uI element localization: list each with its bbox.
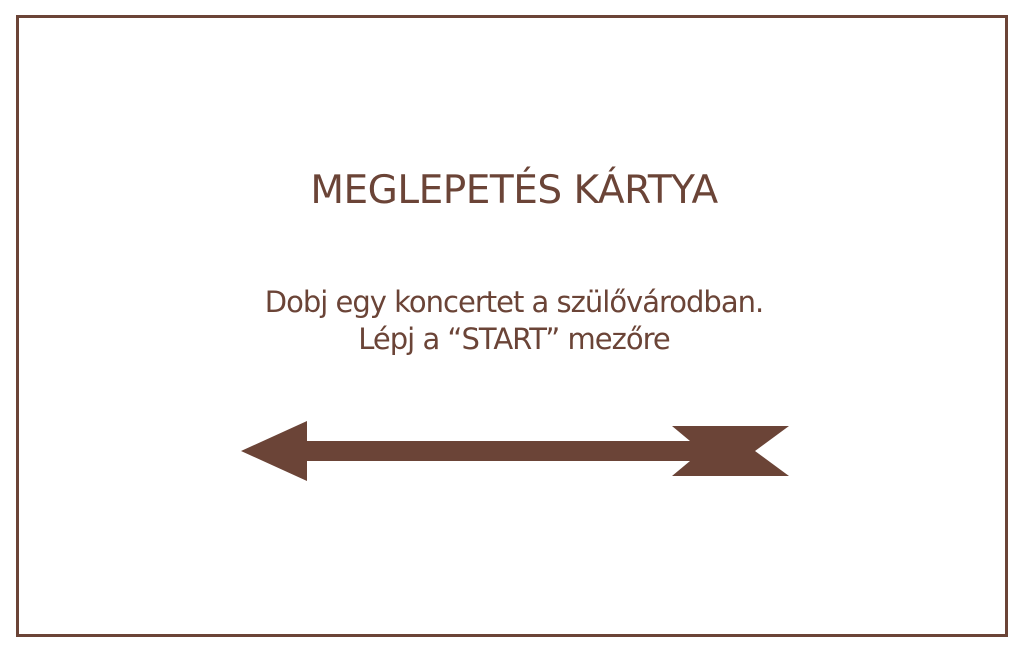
instruction-line-2: Lépj a “START” mezőre bbox=[358, 322, 670, 356]
instruction-line-1: Dobj egy koncertet a szülővárodban. bbox=[264, 285, 764, 319]
card-title: MEGLEPETÉS KÁRTYA bbox=[310, 168, 718, 213]
arrow-shape bbox=[241, 421, 789, 481]
